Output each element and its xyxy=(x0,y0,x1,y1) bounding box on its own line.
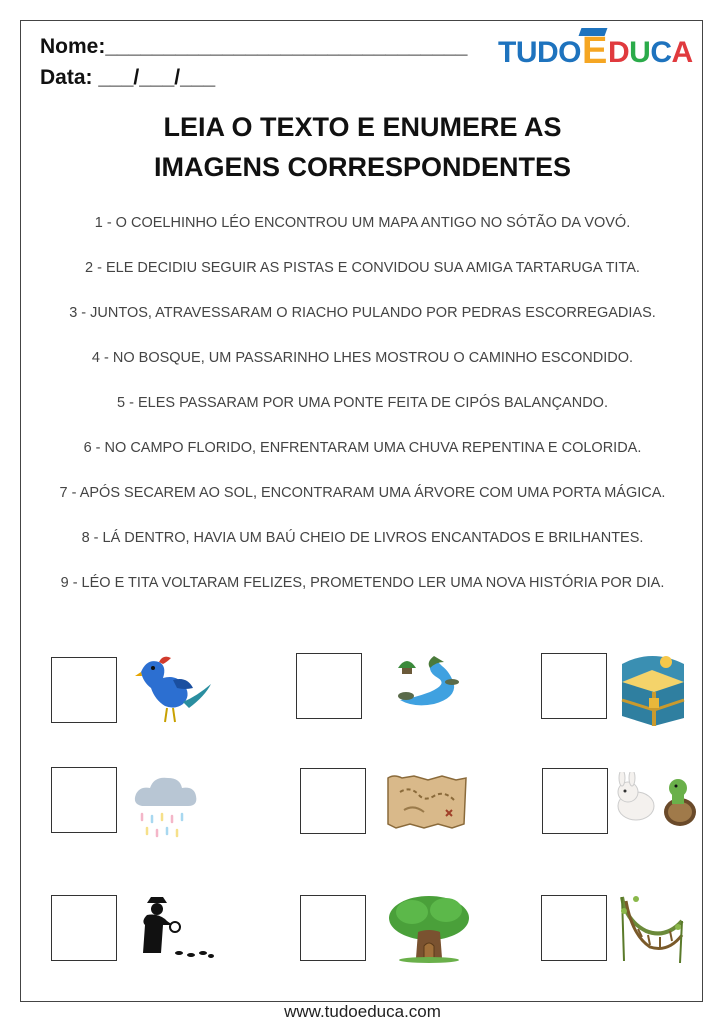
rabbit-and-turtle-icon xyxy=(610,772,700,830)
story-sentences xyxy=(0,210,725,615)
answer-box-tree-door[interactable] xyxy=(300,895,366,961)
magic-tree-door-icon xyxy=(386,892,472,964)
treasure-chest-icon xyxy=(616,652,690,728)
footer-url[interactable]: www.tudoeduca.com xyxy=(284,1002,441,1021)
tudoeduca-logo xyxy=(498,30,703,78)
answer-box-detective[interactable] xyxy=(51,895,117,961)
answer-box-map[interactable] xyxy=(300,768,366,834)
logo-tudo: TUDO xyxy=(498,36,581,69)
vine-bridge-icon xyxy=(616,891,688,967)
logo-e: E xyxy=(582,30,607,72)
rain-cloud-icon xyxy=(130,774,202,844)
date-field[interactable]: Data: ___/___/___ xyxy=(40,66,216,89)
name-field[interactable]: Nome:_______________________________ xyxy=(40,35,468,58)
sentence-9: 9 - LÉO E TITA VOLTARAM FELIZES, PROMETENDO LER UMA NOVA HISTÓRIA POR DIA. xyxy=(60,575,665,591)
answer-box-vine-bridge[interactable] xyxy=(541,895,607,961)
logo-duca: DUCA xyxy=(608,36,693,69)
sentence-7: 7 - APÓS SECAREM AO SOL, ENCONTRARAM UMA ÁRVORE COM UMA PORTA MÁGICA. xyxy=(59,485,666,501)
sentence-5: 5 - ELES PASSARAM POR UMA PONTE FEITA DE CIPÓS BALANÇANDO. xyxy=(117,395,608,411)
answer-box-treasure-chest[interactable] xyxy=(541,653,607,719)
page-title-line-2: IMAGENS CORRESPONDENTES xyxy=(153,152,572,182)
sentence-2: 2 - ELE DECIDIU SEGUIR AS PISTAS E CONVIDOU SUA AMIGA TARTARUGA TITA. xyxy=(85,260,640,276)
treasure-map-icon xyxy=(384,772,470,830)
sentence-1: 1 - O COELHINHO LÉO ENCONTROU UM MAPA ANTIGO NO SÓTÃO DA VOVÓ. xyxy=(94,215,631,231)
river-icon xyxy=(394,652,466,712)
answer-box-rain-cloud[interactable] xyxy=(51,767,117,833)
sentence-6: 6 - NO CAMPO FLORIDO, ENFRENTARAM UMA CHUVA REPENTINA E COLORIDA. xyxy=(83,440,642,456)
sentence-8: 8 - LÁ DENTRO, HAVIA UM BAÚ CHEIO DE LIVROS ENCANTADOS E BRILHANTES. xyxy=(81,530,644,546)
sentence-4: 4 - NO BOSQUE, UM PASSARINHO LHES MOSTROU O CAMINHO ESCONDIDO. xyxy=(91,350,634,366)
answer-box-river[interactable] xyxy=(296,653,362,719)
answer-box-rabbit-turtle[interactable] xyxy=(542,768,608,834)
page-title-line-1: LEIA O TEXTO E ENUMERE AS xyxy=(163,112,562,142)
answer-box-bird[interactable] xyxy=(51,657,117,723)
sentence-3: 3 - JUNTOS, ATRAVESSARAM O RIACHO PULANDO POR PEDRAS ESCORREGADIAS. xyxy=(69,305,656,321)
detective-icon xyxy=(133,895,215,961)
bird-icon xyxy=(133,652,215,726)
